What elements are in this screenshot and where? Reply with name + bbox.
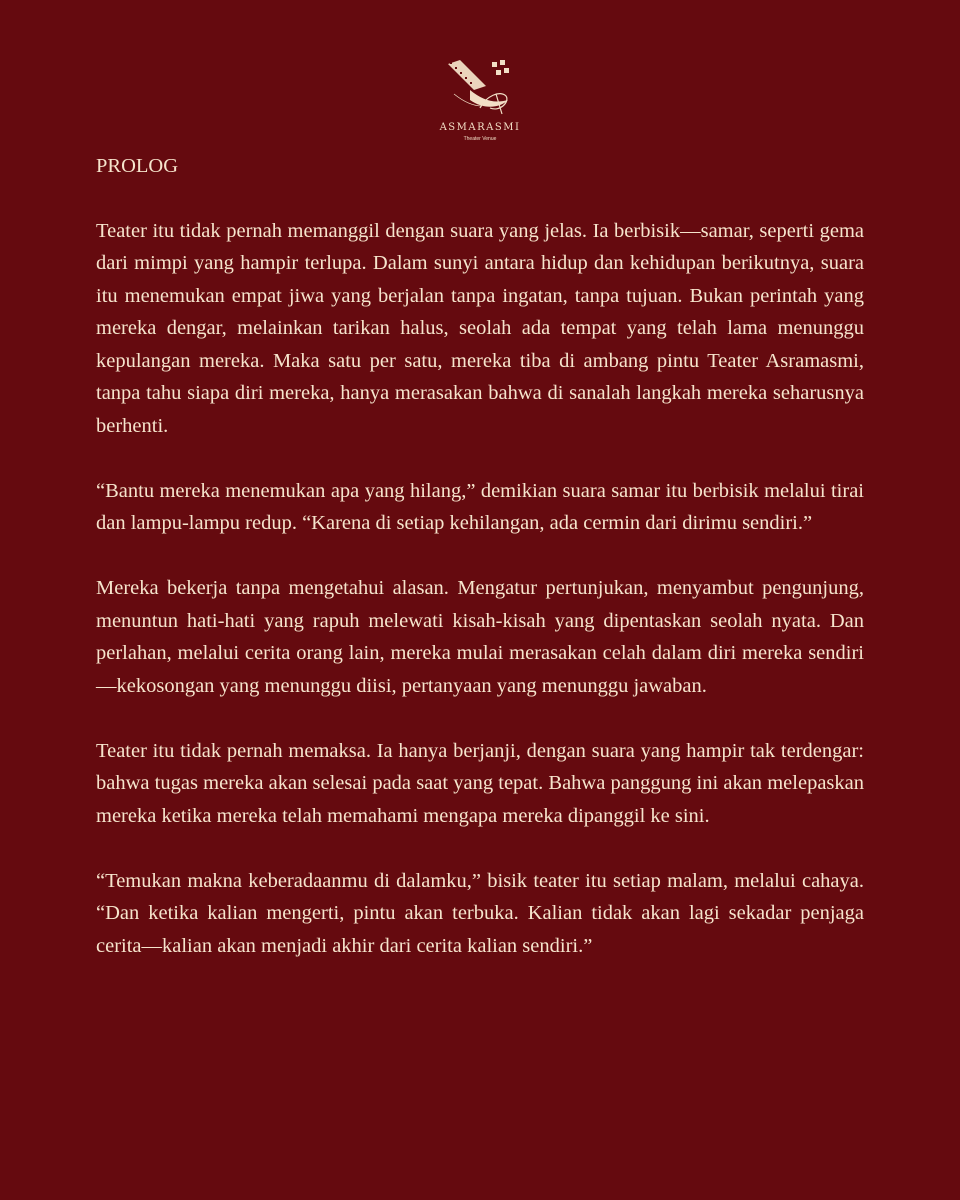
brand-tagline: Theater Venue bbox=[463, 136, 497, 142]
paragraph: Teater itu tidak pernah memanggil dengan suara yang jelas. Ia berbisik—samar, seperti gema dari mimpi yang hampir terlupa. Dalam sunyi antara hidup dan kehidupan berikutnya, suara itu menemukan empat jiwa yang berjalan tanpa ingatan, tanpa tujuan. Bukan perintah yang mereka dengar, melainkan tarikan halus, seolah ada tempat yang telah lama menunggu kepulangan mereka. Maka satu per satu, mereka tiba di ambang pintu Teater Asramasmi, tanpa tahu siapa diri mereka, hanya merasakan bahwa di sanalah langkah mereka seharusnya berhenti. bbox=[96, 219, 864, 437]
prologue-content bbox=[96, 150, 864, 995]
paragraph: Mereka bekerja tanpa mengetahui alasan. Mengatur pertunjukan, menyambut pengunjung, menuntun hati-hati yang rapuh melewati kisah-kisah yang dipentaskan seolah nyata. Dan perlahan, melalui cerita orang lain, mereka mulai merasakan celah dalam diri mereka sendiri—kekosongan yang menunggu diisi, pertanyaan yang menunggu jawaban. bbox=[96, 577, 864, 697]
brand-name: ASMARASMI bbox=[439, 122, 521, 133]
page-title: PROLOG bbox=[96, 155, 179, 177]
paragraph: “Temukan makna keberadaanmu di dalamku,” bisik teater itu setiap malam, melalui cahaya. “Dan ketika kalian mengerti, pintu akan terbuka. Kalian tidak akan lagi sekadar penjaga cerita—kalian akan menjadi akhir dari cerita kalian sendiri.” bbox=[96, 869, 864, 957]
film-reel-quill-icon bbox=[430, 56, 530, 120]
paragraph: Teater itu tidak pernah memaksa. Ia hanya berjanji, dengan suara yang hampir tak terdengar: bahwa tugas mereka akan selesai pada saat yang tepat. Bahwa panggung ini akan melepaskan mereka ketika mereka telah memahami mengapa mereka dipanggil ke sini. bbox=[96, 739, 864, 827]
brand-logo bbox=[420, 56, 540, 152]
paragraph: “Bantu mereka menemukan apa yang hilang,” demikian suara samar itu berbisik melalui tirai dan lampu-lampu redup. “Karena di setiap kehilangan, ada cermin dari dirimu sendiri.” bbox=[96, 479, 864, 534]
